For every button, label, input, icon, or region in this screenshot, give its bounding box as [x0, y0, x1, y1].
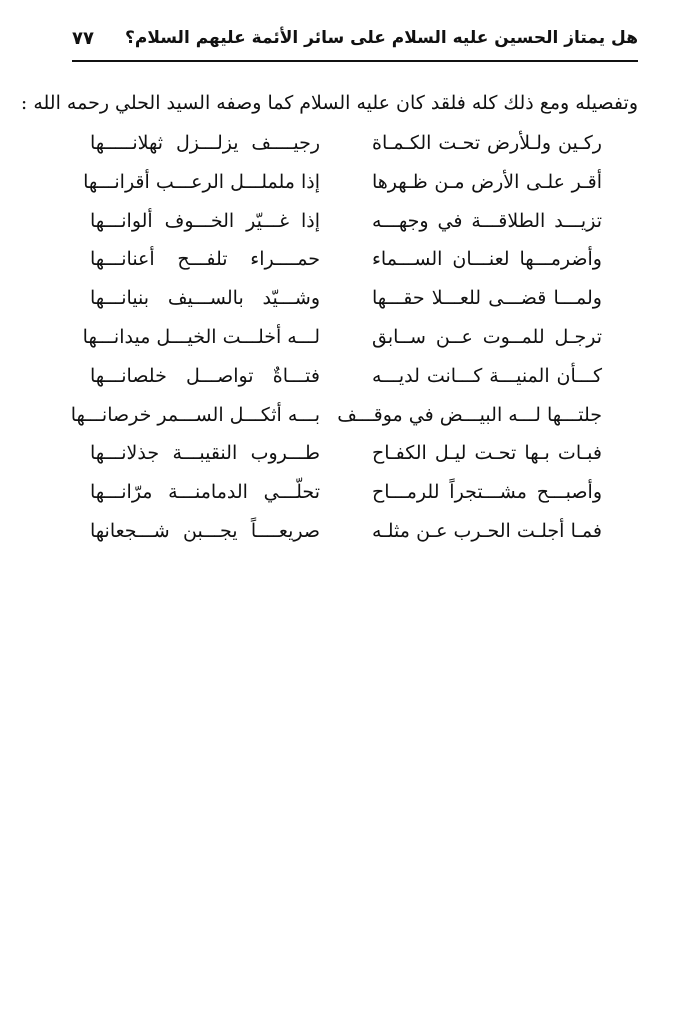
header-rule — [72, 60, 638, 62]
verse — [70, 400, 602, 439]
verse-first-half: فبـات بـها تحـت ليـل الكفـاح — [372, 442, 602, 465]
verse-first-half: جلتـــها لـــه البيـــض في موقـــف — [337, 403, 602, 426]
verse — [90, 128, 602, 167]
intro-line: وتفصيله ومع ذلك كله فلقد كان عليه السلام كما وصفه السيد الحلي رحمه الله : — [20, 92, 638, 114]
verse-first-half: فمـا أجلـت الحـرب عـن مثلـه — [372, 519, 602, 542]
poem — [70, 128, 602, 555]
verse-second-half: وشـــيّد بالســـيف بنيانـــها — [90, 287, 320, 310]
verse — [90, 206, 602, 245]
verse-second-half: لـــه أخلـــت الخيـــل ميدانـــها — [82, 325, 320, 348]
verse-second-half: صريعــــاً يجـــبن شـــجعانها — [90, 519, 320, 542]
verse-second-half: بـــه أثكـــل الســـمر خرصانـــها — [70, 403, 320, 426]
verse-first-half: وأضرمـــها لعنـــان الســـماء — [372, 248, 602, 271]
verse-first-half: ركـين ولـلأرض تحـت الكـمـاة — [372, 132, 602, 154]
verse-first-half: أقـر علـى الأرض مـن ظـهرها — [372, 170, 602, 193]
running-title: هل يمتاز الحسين عليه السلام على سائر الأئمة عليهم السلام؟ — [125, 28, 638, 48]
verse-second-half: طـــروب النقيبـــة جذلانـــها — [90, 442, 320, 465]
verse — [90, 438, 602, 477]
verse — [90, 361, 602, 400]
verse-second-half: حمــــراء تلفـــح أعنانـــها — [90, 248, 320, 271]
verse-first-half: وأصبـــح مشـــتجراً للرمـــاح — [372, 481, 602, 504]
page-header — [72, 26, 638, 60]
verse-second-half: إذا غـــيّر الخـــوف ألوانـــها — [90, 209, 320, 232]
verse — [90, 516, 602, 555]
verse — [90, 244, 602, 283]
verse — [82, 322, 602, 361]
page-number: ٧٧ — [72, 28, 94, 49]
verse — [90, 283, 602, 322]
verse-second-half: فتـــاةٌ تواصـــل خلصانـــها — [90, 364, 320, 387]
verse — [90, 477, 602, 516]
verse-first-half: ترجـل للمــوت عــن ســابق — [372, 325, 602, 348]
verse-second-half: إذا ململـــل الرعـــب أقرانـــها — [83, 170, 320, 193]
verse-first-half: تزيـــد الطلاقـــة في وجهـــه — [372, 209, 602, 232]
verse-second-half: رجيــــف يزلـــزل ثهلانـــــها — [90, 132, 320, 154]
verse-first-half: كـــأن المنيـــة كـــانت لديـــه — [372, 364, 602, 387]
verse — [83, 167, 602, 206]
verse-second-half: تحلّـــي الدمامنـــة مرّانـــها — [90, 481, 320, 504]
verse-first-half: ولمـــا قضـــى للعـــلا حقـــها — [372, 287, 602, 310]
